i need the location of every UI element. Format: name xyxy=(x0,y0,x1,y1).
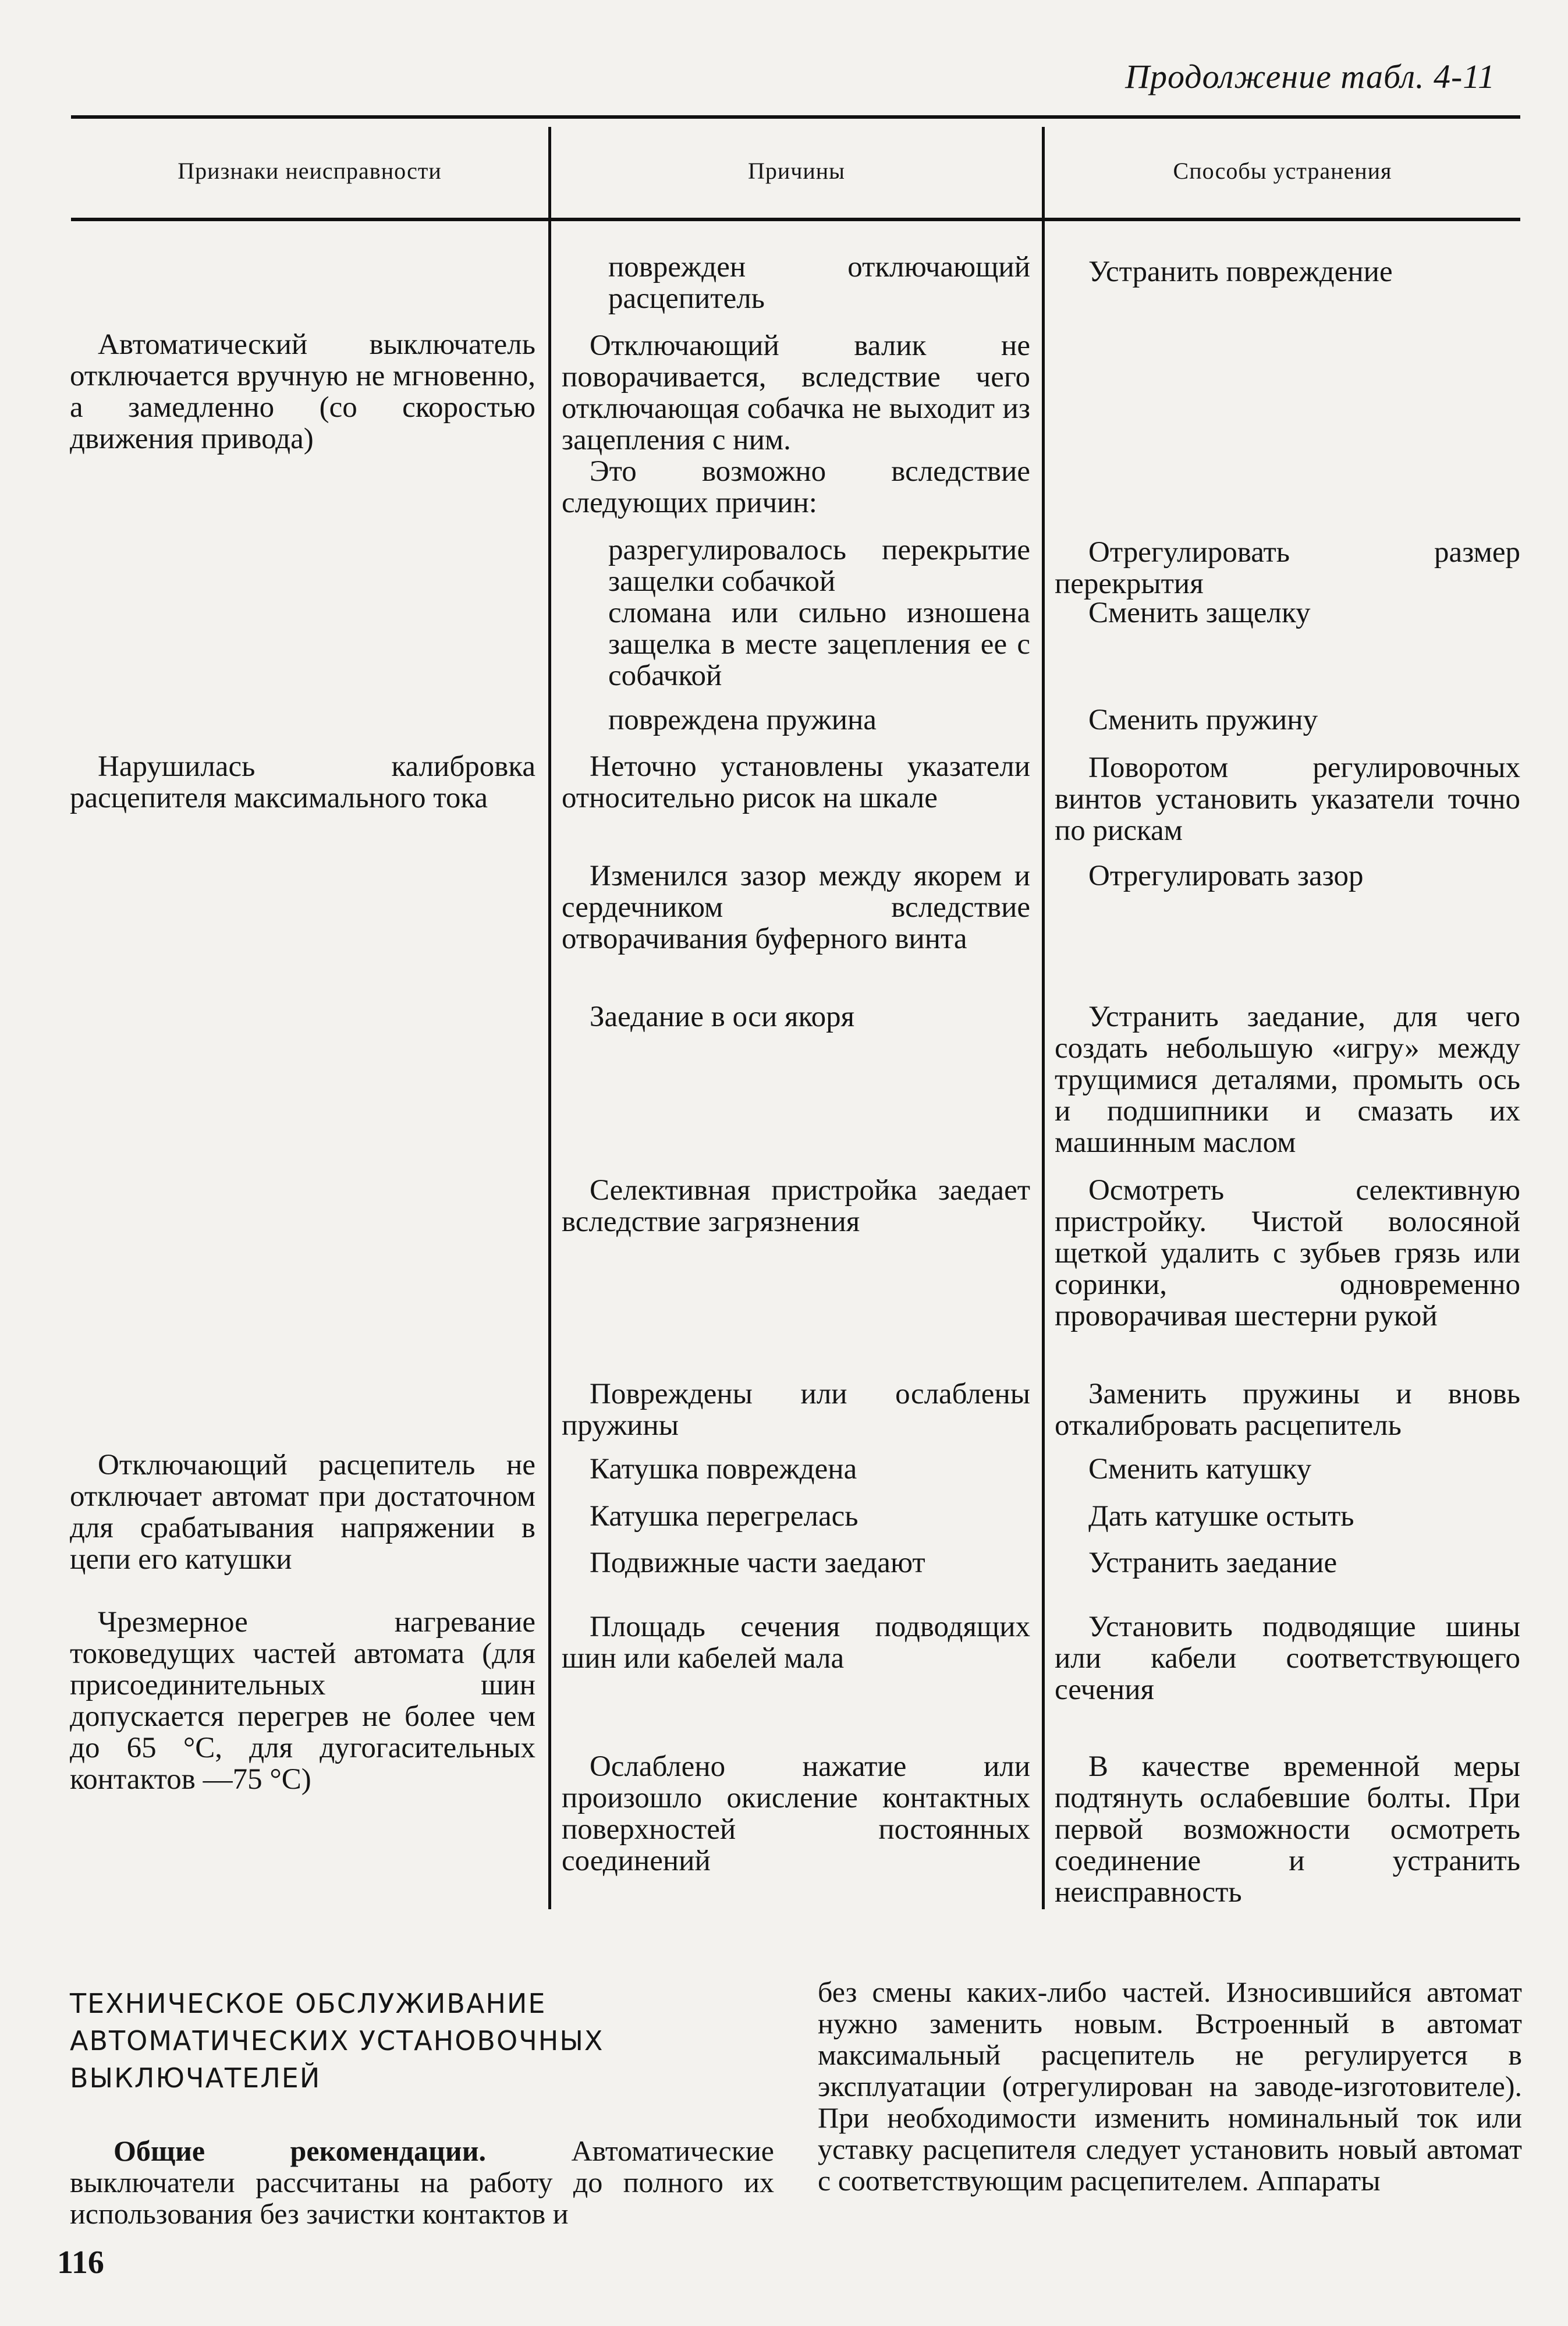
cause-shaft-not-turning: Отключающий валик не поворачивается, вследствие чего отключающая собачка не выходит из зацепления с ним. xyxy=(562,329,1030,456)
table-header-rule xyxy=(71,218,1520,221)
remedy-clean-selective-unit: Осмотреть селективную пристройку. Чистой волосяной щеткой удалить с зубьев грязь или соринки, одновременно проворачивая шестерни рукой xyxy=(1055,1174,1520,1332)
right-column-text: без смены каких-либо частей. Износившийся автомат нужно заменить новым. Встроенный в автомат максимальный расцепитель не регулируется в эксплуатации (отрегулирован на заводе-изготовителе). При необходимости изменить номинальный ток или уставку расцепителя следует установить новый автомат с соответствующим расцепителем. Аппараты xyxy=(818,1976,1522,2197)
remedy-tighten-bolts: В качестве временной меры подтянуть ослабевшие болты. При первой возможности осмотреть соединение и устранить неисправность xyxy=(1055,1750,1520,1909)
cause-spring-damaged: повреждена пружина xyxy=(608,704,877,736)
cause-springs-weak: Повреждены или ослаблены пружины xyxy=(562,1378,1030,1442)
left-column-text xyxy=(70,2135,774,2229)
header-causes: Причины xyxy=(747,158,846,184)
cause-armature-axis-sticking: Заедание в оси якоря xyxy=(590,1001,855,1033)
header-remedies: Способы устранения xyxy=(1173,158,1392,184)
cause-possible-reasons: Это возможно вследствие следующих причин: xyxy=(562,455,1030,519)
cause-coil-overheated: Катушка перегрелась xyxy=(590,1500,859,1533)
cause-moving-parts-stick: Подвижные части заедают xyxy=(590,1547,925,1579)
remedy-replace-spring: Сменить пружину xyxy=(1088,704,1318,736)
remedy-fix-sticking: Устранить заедание xyxy=(1088,1547,1338,1579)
left-paragraph: Автоматические выключатели рассчитаны на работу до полного их использования без зачистки контактов и xyxy=(70,2134,774,2230)
remedy-replace-latch: Сменить защелку xyxy=(1088,597,1311,629)
cause-latch-broken: сломана или сильно изношена защелка в месте зацепления ее с собачкой xyxy=(608,597,1030,692)
cause-selective-unit-dirty: Селективная пристройка заедает вследствие загрязнения xyxy=(562,1174,1030,1238)
symptom-calibration-lost: Нарушилась калибровка расцепителя максимального тока xyxy=(70,750,535,814)
column-divider-2 xyxy=(1042,127,1045,1909)
lead-in-bold: Общие рекомендации. xyxy=(113,2134,487,2167)
remedy-cool-coil: Дать катушке остыть xyxy=(1088,1500,1354,1533)
cause-shunt-trip-damaged: поврежден отключающий расцепитель xyxy=(608,251,1030,315)
cause-coil-damaged: Катушка повреждена xyxy=(590,1453,857,1485)
cause-latch-overlap: разрегулировалось перекрытие защелки собачкой xyxy=(608,534,1030,598)
table-continuation-label: Продолжение табл. 4-11 xyxy=(1125,58,1495,95)
remedy-install-proper-busbars: Установить подводящие шины или кабели соответствующего сечения xyxy=(1055,1611,1520,1706)
cause-pointers-misaligned: Неточно установлены указатели относительно рисок на шкале xyxy=(562,750,1030,814)
symptom-manual-trip-slow: Автоматический выключатель отключается вручную не мгновенно, а замедленно (со скоростью движения привода) xyxy=(70,328,535,455)
cause-contact-oxidation: Ослаблено нажатие или произошло окисление контактных поверхностей постоянных соединений xyxy=(562,1750,1030,1877)
remedy-set-pointers: Поворотом регулировочных винтов установить указатели точно по рискам xyxy=(1055,751,1520,847)
column-divider-1 xyxy=(548,127,551,1909)
symptom-overheating: Чрезмерное нагревание токоведущих частей автомата (для присоединительных шин допускается перегрев не более чем до 65 °С, для дугогасительных контактов —75 °С) xyxy=(70,1606,535,1796)
remedy-recalibrate: Заменить пружины и вновь откалибровать расцепитель xyxy=(1055,1378,1520,1442)
remedy-clean-axis: Устранить заедание, для чего создать небольшую «игру» между трущимися деталями, промыть ось и подшипники и смазать их машинным маслом xyxy=(1055,1001,1520,1159)
symptom-shunt-trip-fails: Отключающий расцепитель не отключает автомат при достаточном для срабатывания напряжении в цепи его катушки xyxy=(70,1449,535,1576)
page-number: 116 xyxy=(57,2245,104,2281)
remedy-fix-damage: Устранить повреждение xyxy=(1088,256,1393,288)
remedy-adjust-gap: Отрегулировать зазор xyxy=(1088,860,1364,892)
cause-busbar-section-small: Площадь сечения подводящих шин или кабелей мала xyxy=(562,1611,1030,1675)
table-top-rule xyxy=(71,115,1520,119)
cause-armature-gap: Изменился зазор между якорем и сердечником вследствие отворачивания буферного винта xyxy=(562,860,1030,955)
header-symptoms: Признаки неисправности xyxy=(178,158,442,184)
remedy-adjust-overlap: Отрегулировать размер перекрытия xyxy=(1055,536,1520,600)
section-heading: ТЕХНИЧЕСКОЕ ОБСЛУЖИВАНИЕ АВТОМАТИЧЕСКИХ УСТАНОВОЧНЫХ ВЫКЛЮЧАТЕЛЕЙ xyxy=(70,1988,604,2094)
remedy-replace-coil: Сменить катушку xyxy=(1088,1453,1312,1485)
